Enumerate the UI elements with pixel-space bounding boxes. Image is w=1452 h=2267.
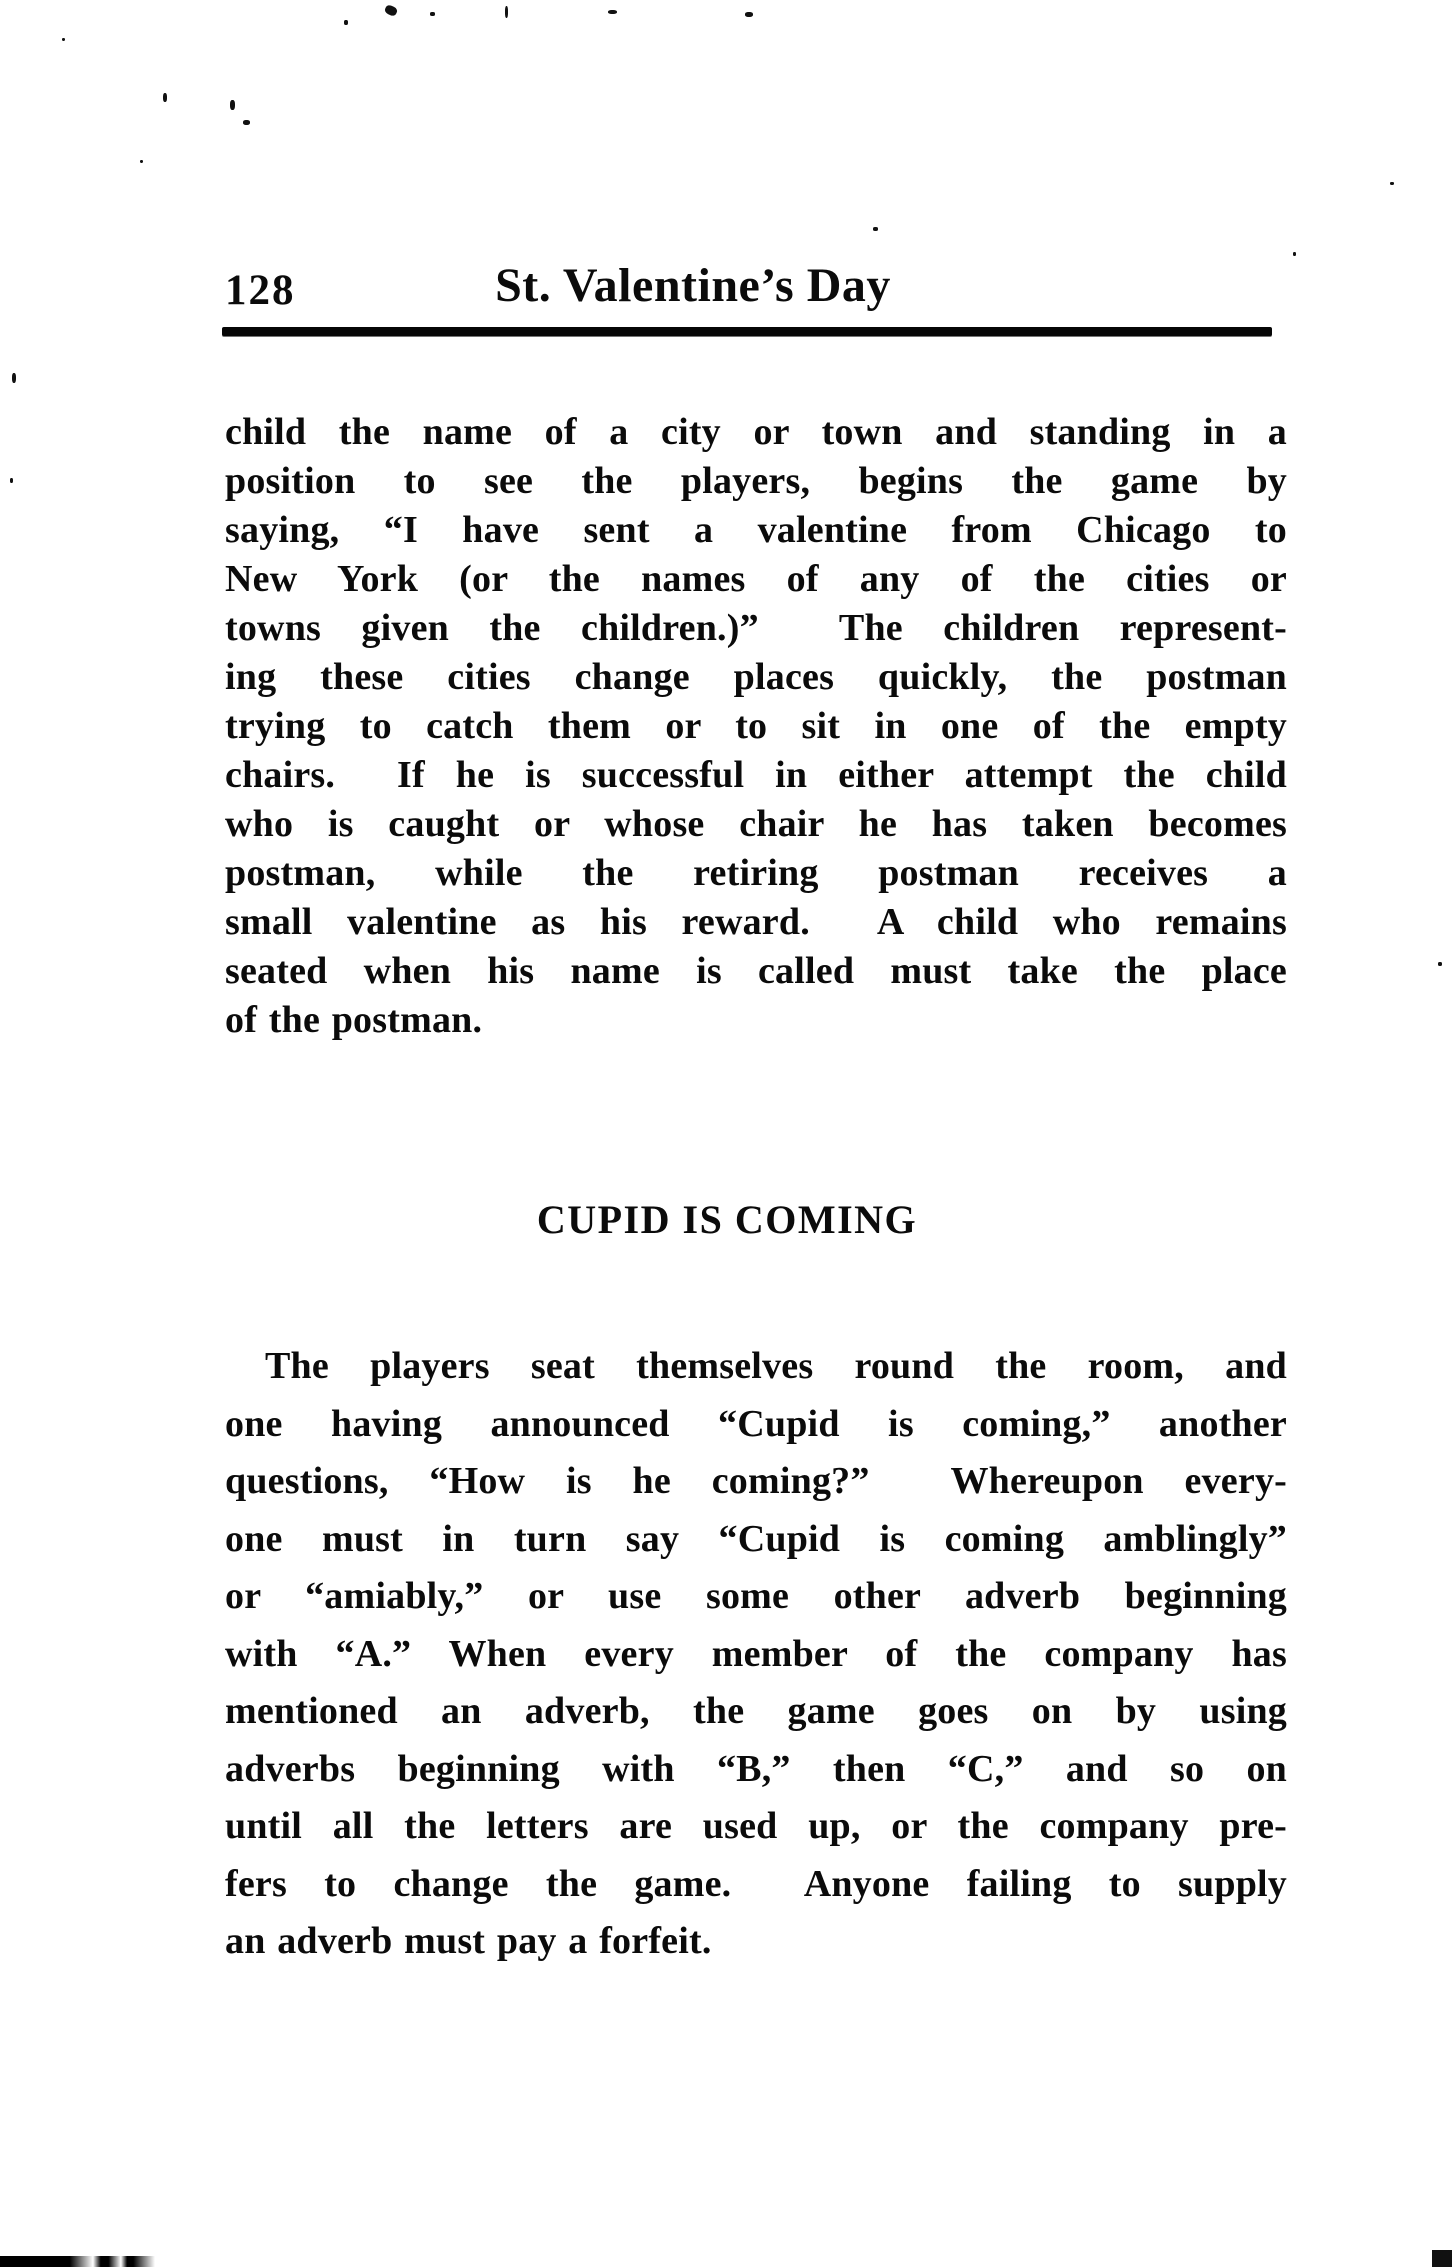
scan-speck <box>62 38 65 41</box>
text-line: child the name of a city or town and standing in a <box>225 411 1287 453</box>
text-line: fers to change the game. Anyone failing to supply <box>225 1862 1287 1905</box>
text-line: trying to catch them or to sit in one of the empty <box>225 705 1287 747</box>
text-line: New York (or the names of any of the cities or <box>225 558 1287 600</box>
text-line: position to see the players, begins the game by <box>225 460 1287 502</box>
page-header <box>225 258 1285 322</box>
scan-speck <box>430 12 435 16</box>
scan-speck <box>1293 252 1296 256</box>
text-line: who is caught or whose chair he has taken becomes <box>225 803 1287 845</box>
scan-speck <box>140 160 143 163</box>
cupid-paragraph <box>225 1338 1287 1971</box>
text-line: or “amiably,” or use some other adverb beginning <box>225 1575 1287 1617</box>
scan-speck <box>1438 962 1442 966</box>
scan-speck <box>344 20 348 25</box>
scan-speck <box>505 6 508 18</box>
postman-paragraph <box>225 408 1287 1045</box>
scan-smudge <box>0 2256 155 2267</box>
scan-speck <box>1390 182 1394 185</box>
header-rule <box>222 327 1272 336</box>
text-line: postman, while the retiring postman receives a <box>225 852 1287 894</box>
text-line: one having announced “Cupid is coming,” another <box>225 1402 1287 1445</box>
text-line: adverbs beginning with “B,” then “C,” and so on <box>225 1747 1287 1790</box>
text-line: The players seat themselves round the room, and <box>265 1345 1287 1387</box>
scan-speck <box>608 10 617 14</box>
scan-speck <box>745 12 753 17</box>
scan-smudge <box>1432 2250 1452 2267</box>
text-line: an adverb must pay a forfeit. <box>225 1920 712 1962</box>
text-line: one must in turn say “Cupid is coming amblingly” <box>225 1517 1287 1560</box>
text-line: chairs. If he is successful in either attempt the child <box>225 754 1287 796</box>
text-line: seated when his name is called must take the place <box>225 950 1287 992</box>
text-line: of the postman. <box>225 999 483 1041</box>
text-line: questions, “How is he coming?” Whereupon every- <box>225 1460 1287 1502</box>
text-line: mentioned an adverb, the game goes on by using <box>225 1690 1287 1732</box>
scan-speck <box>243 120 250 125</box>
text-line: ing these cities change places quickly, the postman <box>225 656 1287 698</box>
running-title: St. Valentine’s Day <box>495 259 891 312</box>
scan-speck <box>230 100 235 110</box>
page-number: 128 <box>225 267 296 314</box>
section-heading: CUPID IS COMING <box>536 1197 918 1242</box>
text-line: small valentine as his reward. A child who remains <box>225 901 1287 943</box>
scan-speck <box>873 227 878 231</box>
scan-speck <box>12 373 16 383</box>
scan-speck <box>10 478 13 483</box>
scan-speck <box>163 93 167 102</box>
scan-speck <box>384 4 399 17</box>
text-line: with “A.” When every member of the company has <box>225 1632 1287 1675</box>
text-line: saying, “I have sent a valentine from Chicago to <box>225 509 1287 551</box>
text-line: until all the letters are used up, or the company pre- <box>225 1805 1287 1847</box>
text-line: towns given the children.)” The children represent- <box>225 607 1287 649</box>
